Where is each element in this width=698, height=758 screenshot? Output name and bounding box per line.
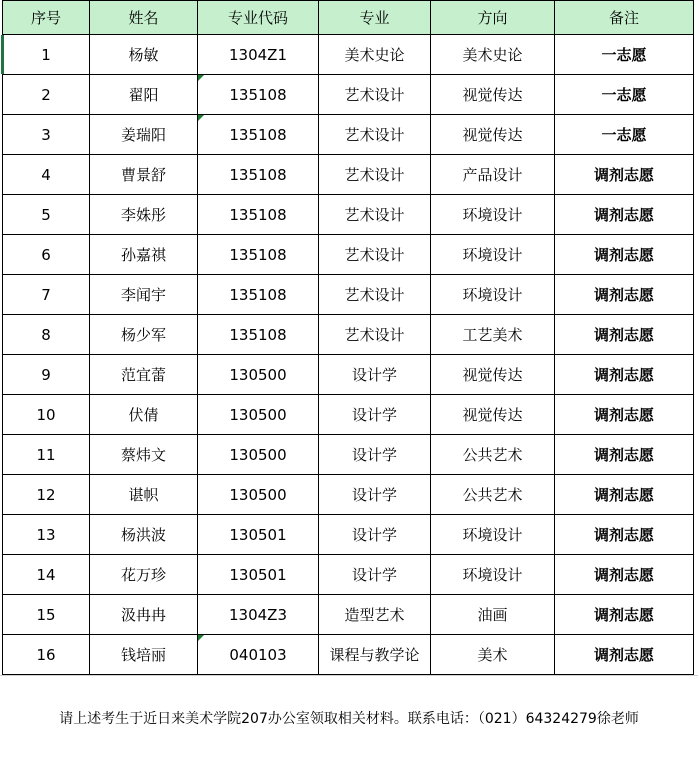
cell-major-code[interactable]: 135108 <box>198 315 319 355</box>
header-name[interactable]: 姓名 <box>90 1 198 35</box>
cell-major-code[interactable]: 040103 <box>198 635 319 675</box>
cell-index[interactable]: 15 <box>3 595 90 635</box>
cell-major-code[interactable]: 130500 <box>198 435 319 475</box>
header-note[interactable]: 备注 <box>555 1 694 35</box>
cell-major[interactable]: 美术史论 <box>319 35 431 75</box>
cell-major[interactable]: 设计学 <box>319 395 431 435</box>
cell-name[interactable]: 杨敏 <box>90 35 198 75</box>
cell-direction[interactable]: 美术 <box>431 635 555 675</box>
footer <box>0 675 698 758</box>
cell-index[interactable]: 9 <box>3 355 90 395</box>
cell-major[interactable]: 造型艺术 <box>319 595 431 635</box>
table-row <box>3 555 694 595</box>
table-row <box>3 115 694 155</box>
table-row <box>3 355 694 395</box>
table-row <box>3 155 694 195</box>
cell-major[interactable]: 艺术设计 <box>319 115 431 155</box>
cell-note[interactable]: 调剂志愿 <box>555 275 694 315</box>
cell-major[interactable]: 艺术设计 <box>319 235 431 275</box>
header-index[interactable]: 序号 <box>3 1 90 35</box>
cell-flag-icon <box>198 75 204 81</box>
cell-major[interactable]: 设计学 <box>319 435 431 475</box>
cell-note[interactable]: 调剂志愿 <box>555 515 694 555</box>
cell-major-code[interactable]: 130501 <box>198 515 319 555</box>
cell-major-code[interactable]: 135108 <box>198 235 319 275</box>
cell-direction[interactable]: 视觉传达 <box>431 395 555 435</box>
cell-direction[interactable]: 环境设计 <box>431 515 555 555</box>
table-row <box>3 275 694 315</box>
cell-index[interactable]: 3 <box>3 115 90 155</box>
table-row <box>3 195 694 235</box>
cell-major-code[interactable]: 135108 <box>198 155 319 195</box>
table-row <box>3 395 694 435</box>
cell-major[interactable]: 艺术设计 <box>319 195 431 235</box>
cell-major-code[interactable]: 130500 <box>198 395 319 435</box>
cell-index[interactable]: 7 <box>3 275 90 315</box>
cell-note[interactable]: 调剂志愿 <box>555 555 694 595</box>
cell-name[interactable]: 李闻宇 <box>90 275 198 315</box>
cell-major[interactable]: 设计学 <box>319 475 431 515</box>
admission-table <box>2 0 694 675</box>
cell-direction[interactable]: 公共艺术 <box>431 475 555 515</box>
cell-note[interactable]: 调剂志愿 <box>555 635 694 675</box>
table-row <box>3 515 694 555</box>
table-row <box>3 635 694 675</box>
cell-note[interactable]: 调剂志愿 <box>555 355 694 395</box>
header-direction[interactable]: 方向 <box>431 1 555 35</box>
table-row <box>3 235 694 275</box>
header-row <box>3 1 694 35</box>
cell-direction[interactable]: 环境设计 <box>431 235 555 275</box>
cell-note[interactable]: 调剂志愿 <box>555 595 694 635</box>
cell-note[interactable]: 调剂志愿 <box>555 195 694 235</box>
cell-name[interactable]: 谌帜 <box>90 475 198 515</box>
cell-name[interactable]: 钱培丽 <box>90 635 198 675</box>
cell-name[interactable]: 花万珍 <box>90 555 198 595</box>
cell-direction[interactable]: 环境设计 <box>431 195 555 235</box>
cell-direction[interactable]: 产品设计 <box>431 155 555 195</box>
cell-direction[interactable]: 视觉传达 <box>431 115 555 155</box>
cell-direction[interactable]: 公共艺术 <box>431 435 555 475</box>
table-row <box>3 315 694 355</box>
table-row <box>3 435 694 475</box>
footer-note: 请上述考生于近日来美术学院207办公室领取相关材料。联系电话：（021）64324279徐老师 <box>59 711 639 727</box>
cell-index[interactable]: 10 <box>3 395 90 435</box>
cell-note[interactable]: 调剂志愿 <box>555 235 694 275</box>
cell-major-code[interactable]: 130500 <box>198 475 319 515</box>
cell-name[interactable]: 曹景舒 <box>90 155 198 195</box>
cell-name[interactable]: 伏倩 <box>90 395 198 435</box>
cell-note[interactable]: 一志愿 <box>555 75 694 115</box>
cell-major[interactable]: 艺术设计 <box>319 315 431 355</box>
cell-name[interactable]: 李姝彤 <box>90 195 198 235</box>
cell-note[interactable]: 调剂志愿 <box>555 435 694 475</box>
cell-index[interactable]: 13 <box>3 515 90 555</box>
table-row <box>3 475 694 515</box>
cell-note[interactable]: 调剂志愿 <box>555 475 694 515</box>
cell-direction[interactable]: 视觉传达 <box>431 75 555 115</box>
cell-major[interactable]: 设计学 <box>319 355 431 395</box>
cell-direction[interactable]: 环境设计 <box>431 555 555 595</box>
cell-index[interactable]: 1 <box>3 35 90 75</box>
cell-major[interactable]: 艺术设计 <box>319 275 431 315</box>
cell-major-code[interactable]: 130500 <box>198 355 319 395</box>
cell-direction[interactable]: 环境设计 <box>431 275 555 315</box>
cell-major-code[interactable]: 135108 <box>198 195 319 235</box>
header-major[interactable]: 专业 <box>319 1 431 35</box>
cell-major-code[interactable]: 1304Z1 <box>198 35 319 75</box>
cell-name[interactable]: 孙嘉祺 <box>90 235 198 275</box>
spreadsheet <box>2 0 694 675</box>
cell-major[interactable]: 艺术设计 <box>319 155 431 195</box>
cell-name[interactable]: 杨少军 <box>90 315 198 355</box>
cell-note[interactable]: 一志愿 <box>555 115 694 155</box>
cell-index[interactable]: 8 <box>3 315 90 355</box>
cell-index[interactable]: 2 <box>3 75 90 115</box>
cell-note[interactable]: 调剂志愿 <box>555 395 694 435</box>
cell-major-code[interactable]: 1304Z3 <box>198 595 319 635</box>
cell-direction[interactable]: 美术史论 <box>431 35 555 75</box>
cell-index[interactable]: 4 <box>3 155 90 195</box>
cell-index[interactable]: 11 <box>3 435 90 475</box>
cell-major-code[interactable]: 135108 <box>198 75 319 115</box>
selection-marker <box>1 35 4 74</box>
cell-name[interactable]: 蔡炜文 <box>90 435 198 475</box>
cell-direction[interactable]: 油画 <box>431 595 555 635</box>
cell-index[interactable]: 16 <box>3 635 90 675</box>
cell-name[interactable]: 范宜蕾 <box>90 355 198 395</box>
cell-flag-icon <box>198 115 204 121</box>
cell-name[interactable]: 汲冉冉 <box>90 595 198 635</box>
cell-flag-icon <box>198 635 204 641</box>
cell-note[interactable]: 调剂志愿 <box>555 155 694 195</box>
cell-note[interactable]: 调剂志愿 <box>555 315 694 355</box>
cell-index[interactable]: 14 <box>3 555 90 595</box>
cell-index[interactable]: 12 <box>3 475 90 515</box>
cell-major[interactable]: 设计学 <box>319 515 431 555</box>
cell-index[interactable]: 6 <box>3 235 90 275</box>
table-row <box>3 35 694 75</box>
cell-major-code[interactable]: 130501 <box>198 555 319 595</box>
table-row <box>3 595 694 635</box>
cell-name[interactable]: 姜瑞阳 <box>90 115 198 155</box>
cell-name[interactable]: 翟阳 <box>90 75 198 115</box>
cell-direction[interactable]: 视觉传达 <box>431 355 555 395</box>
cell-major[interactable]: 设计学 <box>319 555 431 595</box>
cell-major[interactable]: 艺术设计 <box>319 75 431 115</box>
header-major-code[interactable]: 专业代码 <box>198 1 319 35</box>
cell-index[interactable]: 5 <box>3 195 90 235</box>
cell-major-code[interactable]: 135108 <box>198 115 319 155</box>
cell-major[interactable]: 课程与教学论 <box>319 635 431 675</box>
cell-major-code[interactable]: 135108 <box>198 275 319 315</box>
cell-direction[interactable]: 工艺美术 <box>431 315 555 355</box>
cell-note[interactable]: 一志愿 <box>555 35 694 75</box>
cell-name[interactable]: 杨洪波 <box>90 515 198 555</box>
table-row <box>3 75 694 115</box>
